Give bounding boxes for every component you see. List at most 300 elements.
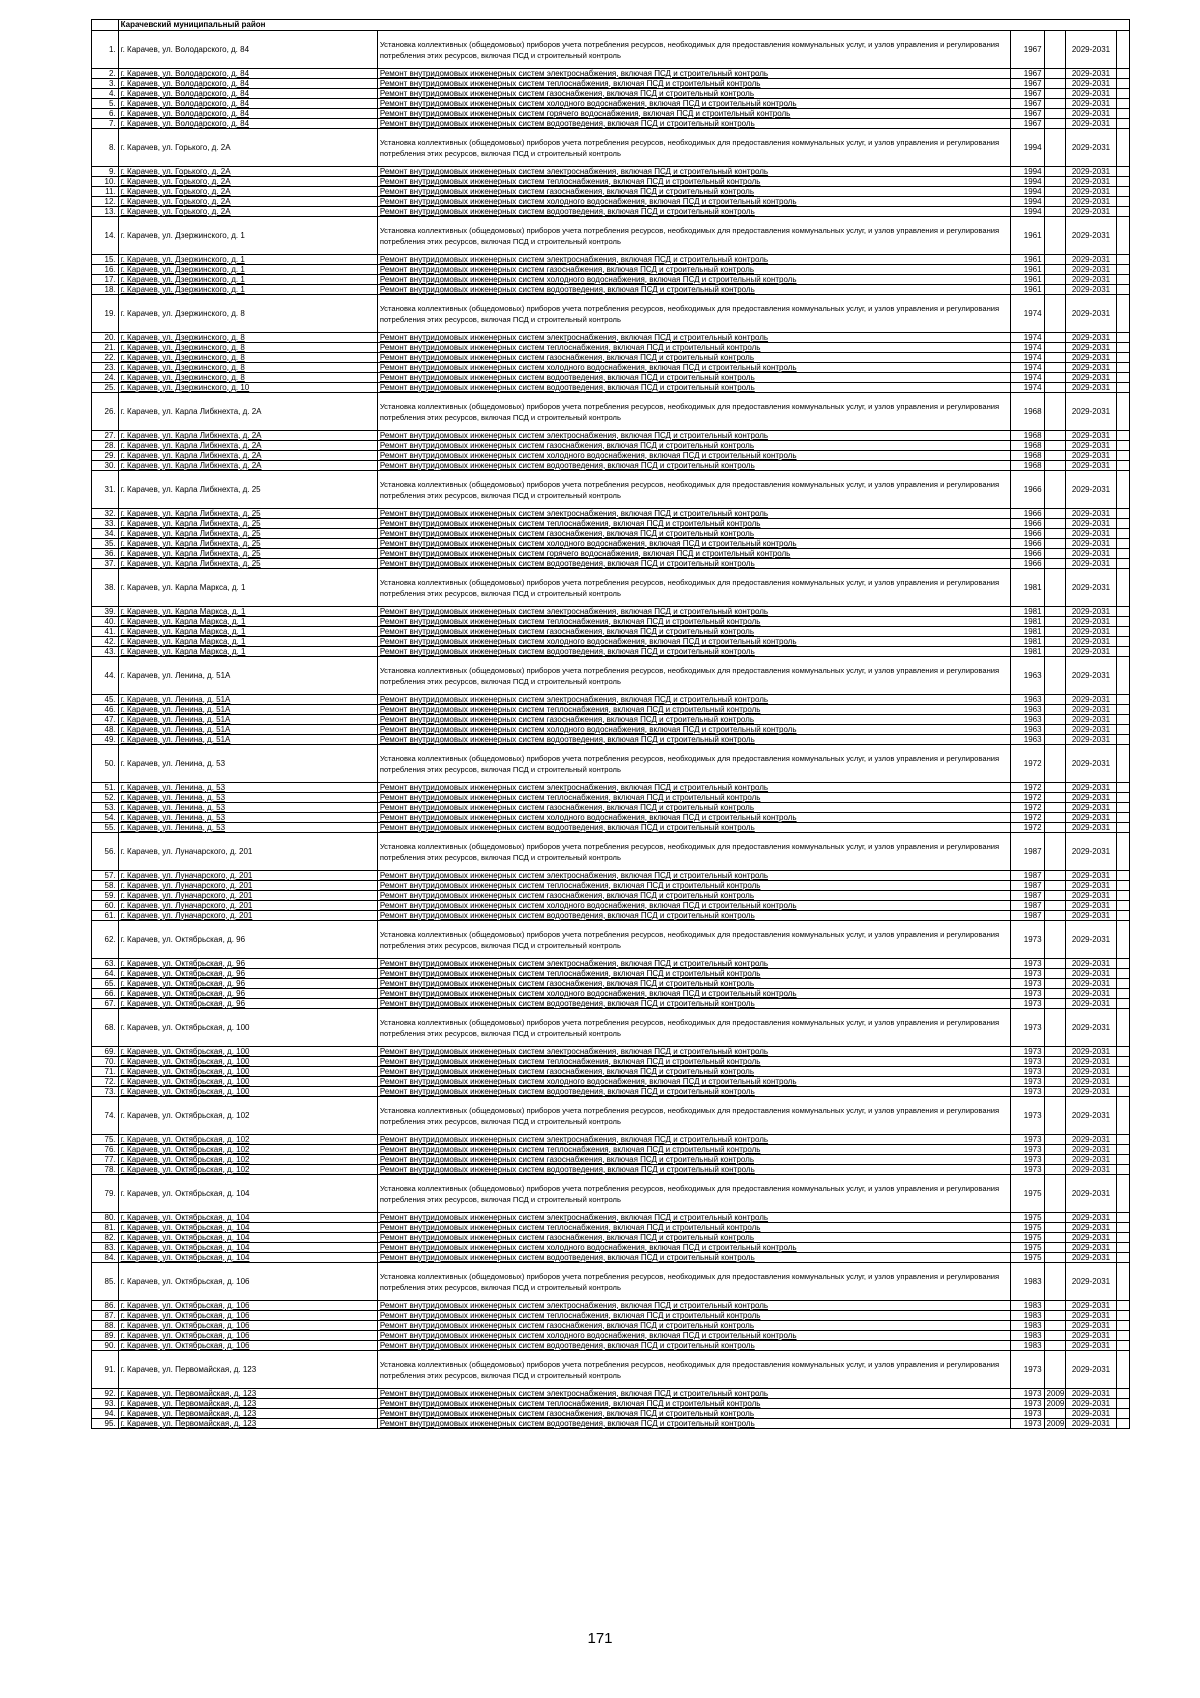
row-number: 40.: [92, 617, 119, 627]
table-row: [92, 1351, 1130, 1389]
table-row: [92, 1087, 1130, 1097]
address-cell: г. Карачев, ул. Первомайская, д. 123: [118, 1389, 377, 1399]
last-repair-year-cell: [1044, 735, 1065, 745]
last-repair-year-cell: [1044, 255, 1065, 265]
row-number: 58.: [92, 881, 119, 891]
last-repair-year-cell: [1044, 1233, 1065, 1243]
build-year-cell: 1966: [1011, 471, 1044, 509]
table-row: [92, 1253, 1130, 1263]
row-number: 78.: [92, 1165, 119, 1175]
planned-period-cell: 2029-2031: [1065, 519, 1116, 529]
row-number: 9.: [92, 167, 119, 177]
address-cell: г. Карачев, ул. Карла Маркса, д. 1: [118, 637, 377, 647]
address-cell: г. Карачев, ул. Дзержинского, д. 8: [118, 363, 377, 373]
row-number: 63.: [92, 959, 119, 969]
address-cell: г. Карачев, ул. Дзержинского, д. 1: [118, 265, 377, 275]
planned-period-cell: 2029-2031: [1065, 295, 1116, 333]
address-cell: г. Карачев, ул. Ленина, д. 51А: [118, 725, 377, 735]
address-cell: г. Карачев, ул. Дзержинского, д. 8: [118, 333, 377, 343]
table-row: [92, 119, 1130, 129]
build-year-cell: 1961: [1011, 275, 1044, 285]
work-type-cell: Ремонт внутридомовых инженерных систем водоотведения, включая ПСД и строительный контроль: [377, 1253, 1011, 1263]
work-type-cell: Ремонт внутридомовых инженерных систем электроснабжения, включая ПСД и строительный контроль: [377, 871, 1011, 881]
work-type-cell: Ремонт внутридомовых инженерных систем газоснабжения, включая ПСД и строительный контроль: [377, 89, 1011, 99]
last-repair-year-cell: [1044, 353, 1065, 363]
table-row: [92, 783, 1130, 793]
table-row: [92, 265, 1130, 275]
address-cell: г. Карачев, ул. Октябрьская, д. 102: [118, 1155, 377, 1165]
table-row: [92, 373, 1130, 383]
empty-cell: [1117, 441, 1130, 451]
last-repair-year-cell: [1044, 197, 1065, 207]
last-repair-year-cell: [1044, 1097, 1065, 1135]
work-type-cell: Ремонт внутридомовых инженерных систем холодного водоснабжения, включая ПСД и строительный контроль: [377, 637, 1011, 647]
empty-cell: [1117, 1389, 1130, 1399]
work-type-cell: Ремонт внутридомовых инженерных систем электроснабжения, включая ПСД и строительный контроль: [377, 783, 1011, 793]
address-cell: г. Карачев, ул. Карла Либкнехта, д. 2А: [118, 393, 377, 431]
planned-period-cell: 2029-2031: [1065, 217, 1116, 255]
empty-cell: [1117, 1243, 1130, 1253]
build-year-cell: 1966: [1011, 529, 1044, 539]
build-year-cell: 1973: [1011, 1077, 1044, 1087]
planned-period-cell: 2029-2031: [1065, 735, 1116, 745]
address-cell: г. Карачев, ул. Карла Либкнехта, д. 25: [118, 509, 377, 519]
last-repair-year-cell: [1044, 979, 1065, 989]
address-cell: г. Карачев, ул. Ленина, д. 53: [118, 745, 377, 783]
last-repair-year-cell: [1044, 441, 1065, 451]
address-cell: г. Карачев, ул. Ленина, д. 51А: [118, 735, 377, 745]
planned-period-cell: 2029-2031: [1065, 705, 1116, 715]
build-year-cell: 1972: [1011, 745, 1044, 783]
planned-period-cell: 2029-2031: [1065, 607, 1116, 617]
last-repair-year-cell: [1044, 333, 1065, 343]
table-row: [92, 343, 1130, 353]
work-type-cell: Ремонт внутридомовых инженерных систем водоотведения, включая ПСД и строительный контроль: [377, 647, 1011, 657]
build-year-cell: 1987: [1011, 871, 1044, 881]
address-cell: г. Карачев, ул. Ленина, д. 51А: [118, 695, 377, 705]
address-cell: г. Карачев, ул. Луначарского, д. 201: [118, 871, 377, 881]
planned-period-cell: 2029-2031: [1065, 539, 1116, 549]
last-repair-year-cell: [1044, 519, 1065, 529]
empty-cell: [1117, 79, 1130, 89]
work-type-cell: Ремонт внутридомовых инженерных систем теплоснабжения, включая ПСД и строительный контроль: [377, 969, 1011, 979]
planned-period-cell: 2029-2031: [1065, 657, 1116, 695]
address-cell: г. Карачев, ул. Октябрьская, д. 104: [118, 1223, 377, 1233]
planned-period-cell: 2029-2031: [1065, 1341, 1116, 1351]
work-type-cell: Установка коллективных (общедомовых) приборов учета потребления ресурсов, необходимых для предоставления коммунальных услуг, и узлов управления и регулирования потребления этих ресурсов, включая ПСД и строительный контроль: [377, 833, 1011, 871]
build-year-cell: 1994: [1011, 187, 1044, 197]
planned-period-cell: 2029-2031: [1065, 1419, 1116, 1429]
last-repair-year-cell: [1044, 813, 1065, 823]
empty-cell: [1117, 383, 1130, 393]
planned-period-cell: 2029-2031: [1065, 715, 1116, 725]
build-year-cell: 1994: [1011, 129, 1044, 167]
row-number: 80.: [92, 1213, 119, 1223]
table-row: [92, 911, 1130, 921]
planned-period-cell: 2029-2031: [1065, 187, 1116, 197]
work-type-cell: Ремонт внутридомовых инженерных систем газоснабжения, включая ПСД и строительный контроль: [377, 265, 1011, 275]
empty-cell: [1117, 959, 1130, 969]
planned-period-cell: 2029-2031: [1065, 901, 1116, 911]
planned-period-cell: 2029-2031: [1065, 1263, 1116, 1301]
empty-cell: [1117, 1087, 1130, 1097]
table-row: [92, 461, 1130, 471]
planned-period-cell: 2029-2031: [1065, 549, 1116, 559]
row-number: 60.: [92, 901, 119, 911]
table-row: [92, 715, 1130, 725]
work-type-cell: Ремонт внутридомовых инженерных систем холодного водоснабжения, включая ПСД и строительный контроль: [377, 901, 1011, 911]
table-row: [92, 959, 1130, 969]
row-number: 14.: [92, 217, 119, 255]
planned-period-cell: 2029-2031: [1065, 471, 1116, 509]
last-repair-year-cell: [1044, 1213, 1065, 1223]
build-year-cell: 1968: [1011, 461, 1044, 471]
row-number: 20.: [92, 333, 119, 343]
row-number: 29.: [92, 451, 119, 461]
last-repair-year-cell: [1044, 999, 1065, 1009]
empty-cell: [1117, 519, 1130, 529]
row-number: 83.: [92, 1243, 119, 1253]
last-repair-year-cell: [1044, 695, 1065, 705]
empty-cell: [1117, 705, 1130, 715]
row-number: 68.: [92, 1009, 119, 1047]
table-row: [92, 69, 1130, 79]
last-repair-year-cell: [1044, 167, 1065, 177]
address-cell: г. Карачев, ул. Дзержинского, д. 1: [118, 275, 377, 285]
table-row: [92, 1341, 1130, 1351]
address-cell: г. Карачев, ул. Октябрьская, д. 96: [118, 989, 377, 999]
planned-period-cell: 2029-2031: [1065, 99, 1116, 109]
planned-period-cell: 2029-2031: [1065, 373, 1116, 383]
planned-period-cell: 2029-2031: [1065, 1145, 1116, 1155]
row-number: 33.: [92, 519, 119, 529]
address-cell: г. Карачев, ул. Карла Либкнехта, д. 25: [118, 559, 377, 569]
build-year-cell: 1974: [1011, 333, 1044, 343]
planned-period-cell: 2029-2031: [1065, 1351, 1116, 1389]
planned-period-cell: 2029-2031: [1065, 1135, 1116, 1145]
empty-cell: [1117, 793, 1130, 803]
table-row: [92, 529, 1130, 539]
last-repair-year-cell: [1044, 1409, 1065, 1419]
district-header-row: [92, 20, 1130, 31]
empty-cell: [1117, 333, 1130, 343]
row-number: 95.: [92, 1419, 119, 1429]
build-year-cell: 1987: [1011, 911, 1044, 921]
work-type-cell: Ремонт внутридомовых инженерных систем холодного водоснабжения, включая ПСД и строительный контроль: [377, 451, 1011, 461]
empty-cell: [1117, 1165, 1130, 1175]
empty-cell: [1117, 979, 1130, 989]
row-number: 73.: [92, 1087, 119, 1097]
last-repair-year-cell: [1044, 509, 1065, 519]
row-number: 59.: [92, 891, 119, 901]
address-cell: г. Карачев, ул. Карла Либкнехта, д. 2А: [118, 461, 377, 471]
work-type-cell: Ремонт внутридомовых инженерных систем холодного водоснабжения, включая ПСД и строительный контроль: [377, 275, 1011, 285]
table-row: [92, 431, 1130, 441]
work-type-cell: Установка коллективных (общедомовых) приборов учета потребления ресурсов, необходимых для предоставления коммунальных услуг, и узлов управления и регулирования потребления этих ресурсов, включая ПСД и строительный контроль: [377, 295, 1011, 333]
planned-period-cell: 2029-2031: [1065, 109, 1116, 119]
work-type-cell: Ремонт внутридомовых инженерных систем электроснабжения, включая ПСД и строительный контроль: [377, 959, 1011, 969]
address-cell: г. Карачев, ул. Дзержинского, д. 8: [118, 353, 377, 363]
last-repair-year-cell: [1044, 1253, 1065, 1263]
empty-cell: [1117, 637, 1130, 647]
work-type-cell: Ремонт внутридомовых инженерных систем водоотведения, включая ПСД и строительный контроль: [377, 119, 1011, 129]
table-row: [92, 109, 1130, 119]
table-row: [92, 657, 1130, 695]
row-number: 70.: [92, 1057, 119, 1067]
last-repair-year-cell: [1044, 89, 1065, 99]
row-number: 77.: [92, 1155, 119, 1165]
address-cell: г. Карачев, ул. Горького, д. 2А: [118, 167, 377, 177]
empty-cell: [1117, 431, 1130, 441]
planned-period-cell: 2029-2031: [1065, 89, 1116, 99]
planned-period-cell: 2029-2031: [1065, 891, 1116, 901]
last-repair-year-cell: [1044, 31, 1065, 69]
build-year-cell: 1974: [1011, 295, 1044, 333]
row-number: 65.: [92, 979, 119, 989]
work-type-cell: Ремонт внутридомовых инженерных систем холодного водоснабжения, включая ПСД и строительный контроль: [377, 813, 1011, 823]
table-row: [92, 637, 1130, 647]
build-year-cell: 1981: [1011, 569, 1044, 607]
build-year-cell: 1973: [1011, 1097, 1044, 1135]
row-number: 35.: [92, 539, 119, 549]
empty-cell: [1117, 1155, 1130, 1165]
last-repair-year-cell: [1044, 363, 1065, 373]
build-year-cell: 1973: [1011, 1165, 1044, 1175]
row-number: 47.: [92, 715, 119, 725]
table-row: [92, 99, 1130, 109]
build-year-cell: 1983: [1011, 1321, 1044, 1331]
row-number: 81.: [92, 1223, 119, 1233]
last-repair-year-cell: [1044, 99, 1065, 109]
address-cell: г. Карачев, ул. Октябрьская, д. 100: [118, 1009, 377, 1047]
row-number: 42.: [92, 637, 119, 647]
build-year-cell: 1973: [1011, 1145, 1044, 1155]
last-repair-year-cell: [1044, 79, 1065, 89]
address-cell: г. Карачев, ул. Карла Либкнехта, д. 2А: [118, 431, 377, 441]
planned-period-cell: 2029-2031: [1065, 569, 1116, 607]
work-type-cell: Установка коллективных (общедомовых) приборов учета потребления ресурсов, необходимых для предоставления коммунальных услуг, и узлов управления и регулирования потребления этих ресурсов, включая ПСД и строительный контроль: [377, 217, 1011, 255]
row-number: 18.: [92, 285, 119, 295]
row-number: 75.: [92, 1135, 119, 1145]
table-row: [92, 871, 1130, 881]
table-row: [92, 129, 1130, 167]
empty-cell: [1117, 1351, 1130, 1389]
address-cell: г. Карачев, ул. Карла Либкнехта, д. 25: [118, 549, 377, 559]
planned-period-cell: 2029-2031: [1065, 1067, 1116, 1077]
empty-cell: [1117, 607, 1130, 617]
address-cell: г. Карачев, ул. Октябрьская, д. 96: [118, 959, 377, 969]
last-repair-year-cell: [1044, 833, 1065, 871]
work-type-cell: Ремонт внутридомовых инженерных систем газоснабжения, включая ПСД и строительный контроль: [377, 441, 1011, 451]
work-type-cell: Ремонт внутридомовых инженерных систем водоотведения, включая ПСД и строительный контроль: [377, 559, 1011, 569]
address-cell: г. Карачев, ул. Октябрьская, д. 106: [118, 1301, 377, 1311]
table-row: [92, 921, 1130, 959]
address-cell: г. Карачев, ул. Дзержинского, д. 8: [118, 295, 377, 333]
work-type-cell: Ремонт внутридомовых инженерных систем водоотведения, включая ПСД и строительный контроль: [377, 911, 1011, 921]
empty-cell: [1117, 735, 1130, 745]
address-cell: г. Карачев, ул. Октябрьская, д. 100: [118, 1047, 377, 1057]
row-number: 7.: [92, 119, 119, 129]
table-row: [92, 363, 1130, 373]
build-year-cell: 1981: [1011, 637, 1044, 647]
table-row: [92, 1301, 1130, 1311]
table-row: [92, 509, 1130, 519]
table-row: [92, 1419, 1130, 1429]
work-type-cell: Ремонт внутридомовых инженерных систем холодного водоснабжения, включая ПСД и строительный контроль: [377, 1077, 1011, 1087]
build-year-cell: 1973: [1011, 969, 1044, 979]
row-number: 48.: [92, 725, 119, 735]
table-row: [92, 1175, 1130, 1213]
empty-cell: [1117, 197, 1130, 207]
row-number: 10.: [92, 177, 119, 187]
planned-period-cell: 2029-2031: [1065, 647, 1116, 657]
work-type-cell: Ремонт внутридомовых инженерных систем водоотведения, включая ПСД и строительный контроль: [377, 373, 1011, 383]
build-year-cell: 1994: [1011, 177, 1044, 187]
address-cell: г. Карачев, ул. Октябрьская, д. 100: [118, 1077, 377, 1087]
address-cell: г. Карачев, ул. Дзержинского, д. 1: [118, 285, 377, 295]
build-year-cell: 1973: [1011, 1351, 1044, 1389]
table-row: [92, 979, 1130, 989]
build-year-cell: 1967: [1011, 79, 1044, 89]
work-type-cell: Ремонт внутридомовых инженерных систем теплоснабжения, включая ПСД и строительный контроль: [377, 1223, 1011, 1233]
build-year-cell: 1973: [1011, 1389, 1044, 1399]
last-repair-year-cell: [1044, 793, 1065, 803]
row-number: 6.: [92, 109, 119, 119]
planned-period-cell: 2029-2031: [1065, 431, 1116, 441]
work-type-cell: Ремонт внутридомовых инженерных систем электроснабжения, включая ПСД и строительный контроль: [377, 1389, 1011, 1399]
empty-cell: [1117, 1263, 1130, 1301]
address-cell: г. Карачев, ул. Октябрьская, д. 106: [118, 1263, 377, 1301]
work-type-cell: Ремонт внутридомовых инженерных систем теплоснабжения, включая ПСД и строительный контроль: [377, 79, 1011, 89]
build-year-cell: 1972: [1011, 803, 1044, 813]
planned-period-cell: 2029-2031: [1065, 725, 1116, 735]
table-row: [92, 207, 1130, 217]
empty-cell: [1117, 901, 1130, 911]
work-type-cell: Ремонт внутридомовых инженерных систем газоснабжения, включая ПСД и строительный контроль: [377, 1155, 1011, 1165]
last-repair-year-cell: [1044, 69, 1065, 79]
table-row: [92, 1213, 1130, 1223]
address-cell: г. Карачев, ул. Володарского, д. 84: [118, 119, 377, 129]
build-year-cell: 1967: [1011, 109, 1044, 119]
table-row: [92, 393, 1130, 431]
empty-cell: [1117, 559, 1130, 569]
empty-cell: [1117, 129, 1130, 167]
empty-cell: [1117, 1321, 1130, 1331]
table-row: [92, 725, 1130, 735]
build-year-cell: 1973: [1011, 921, 1044, 959]
address-cell: г. Карачев, ул. Карла Либкнехта, д. 2А: [118, 451, 377, 461]
planned-period-cell: 2029-2031: [1065, 989, 1116, 999]
last-repair-year-cell: [1044, 803, 1065, 813]
address-cell: г. Карачев, ул. Первомайская, д. 123: [118, 1409, 377, 1419]
empty-cell: [1117, 373, 1130, 383]
work-type-cell: Ремонт внутридомовых инженерных систем газоснабжения, включая ПСД и строительный контроль: [377, 1067, 1011, 1077]
empty-cell: [1117, 833, 1130, 871]
empty-cell: [1117, 353, 1130, 363]
empty-cell: [1117, 1047, 1130, 1057]
address-cell: г. Карачев, ул. Октябрьская, д. 104: [118, 1213, 377, 1223]
address-cell: г. Карачев, ул. Володарского, д. 84: [118, 31, 377, 69]
row-number: 85.: [92, 1263, 119, 1301]
build-year-cell: 1987: [1011, 891, 1044, 901]
build-year-cell: 1966: [1011, 549, 1044, 559]
table-row: [92, 745, 1130, 783]
empty-cell: [1117, 539, 1130, 549]
empty-cell: [1117, 1399, 1130, 1409]
row-number: 62.: [92, 921, 119, 959]
build-year-cell: 1966: [1011, 539, 1044, 549]
last-repair-year-cell: [1044, 1301, 1065, 1311]
build-year-cell: 1987: [1011, 901, 1044, 911]
address-cell: г. Карачев, ул. Октябрьская, д. 106: [118, 1331, 377, 1341]
build-year-cell: 1973: [1011, 1047, 1044, 1057]
table-row: [92, 1155, 1130, 1165]
empty-cell: [1117, 1253, 1130, 1263]
table-row: [92, 1047, 1130, 1057]
table-row: [92, 803, 1130, 813]
planned-period-cell: 2029-2031: [1065, 1077, 1116, 1087]
address-cell: г. Карачев, ул. Октябрьская, д. 96: [118, 999, 377, 1009]
build-year-cell: 1975: [1011, 1175, 1044, 1213]
address-cell: г. Карачев, ул. Горького, д. 2А: [118, 129, 377, 167]
table-row: [92, 705, 1130, 715]
address-cell: г. Карачев, ул. Октябрьская, д. 104: [118, 1175, 377, 1213]
empty-cell: [1117, 969, 1130, 979]
planned-period-cell: 2029-2031: [1065, 197, 1116, 207]
table-row: [92, 1009, 1130, 1047]
planned-period-cell: 2029-2031: [1065, 1213, 1116, 1223]
row-number: 3.: [92, 79, 119, 89]
work-type-cell: Ремонт внутридомовых инженерных систем холодного водоснабжения, включая ПСД и строительный контроль: [377, 539, 1011, 549]
last-repair-year-cell: [1044, 431, 1065, 441]
row-number: 45.: [92, 695, 119, 705]
work-type-cell: Ремонт внутридомовых инженерных систем электроснабжения, включая ПСД и строительный контроль: [377, 255, 1011, 265]
work-type-cell: Ремонт внутридомовых инженерных систем газоснабжения, включая ПСД и строительный контроль: [377, 1233, 1011, 1243]
build-year-cell: 1981: [1011, 617, 1044, 627]
planned-period-cell: 2029-2031: [1065, 745, 1116, 783]
work-type-cell: Ремонт внутридомовых инженерных систем теплоснабжения, включая ПСД и строительный контроль: [377, 1311, 1011, 1321]
last-repair-year-cell: [1044, 1047, 1065, 1057]
empty-cell: [1117, 1077, 1130, 1087]
last-repair-year-cell: [1044, 745, 1065, 783]
table-row: [92, 1389, 1130, 1399]
empty-cell: [1117, 295, 1130, 333]
last-repair-year-cell: [1044, 1263, 1065, 1301]
table-row: [92, 1067, 1130, 1077]
address-cell: г. Карачев, ул. Первомайская, д. 123: [118, 1419, 377, 1429]
table-row: [92, 187, 1130, 197]
empty-cell: [1117, 285, 1130, 295]
last-repair-year-cell: [1044, 1223, 1065, 1233]
address-cell: г. Карачев, ул. Ленина, д. 53: [118, 783, 377, 793]
work-type-cell: Установка коллективных (общедомовых) приборов учета потребления ресурсов, необходимых для предоставления коммунальных услуг, и узлов управления и регулирования потребления этих ресурсов, включая ПСД и строительный контроль: [377, 129, 1011, 167]
empty-cell: [92, 20, 119, 31]
last-repair-year-cell: [1044, 373, 1065, 383]
planned-period-cell: 2029-2031: [1065, 509, 1116, 519]
empty-cell: [1117, 1057, 1130, 1067]
build-year-cell: 1968: [1011, 393, 1044, 431]
planned-period-cell: 2029-2031: [1065, 353, 1116, 363]
last-repair-year-cell: [1044, 823, 1065, 833]
empty-cell: [1117, 803, 1130, 813]
last-repair-year-cell: [1044, 187, 1065, 197]
planned-period-cell: 2029-2031: [1065, 265, 1116, 275]
work-type-cell: Установка коллективных (общедомовых) приборов учета потребления ресурсов, необходимых для предоставления коммунальных услуг, и узлов управления и регулирования потребления этих ресурсов, включая ПСД и строительный контроль: [377, 1009, 1011, 1047]
row-number: 36.: [92, 549, 119, 559]
address-cell: г. Карачев, ул. Горького, д. 2А: [118, 197, 377, 207]
build-year-cell: 1983: [1011, 1341, 1044, 1351]
planned-period-cell: 2029-2031: [1065, 1311, 1116, 1321]
